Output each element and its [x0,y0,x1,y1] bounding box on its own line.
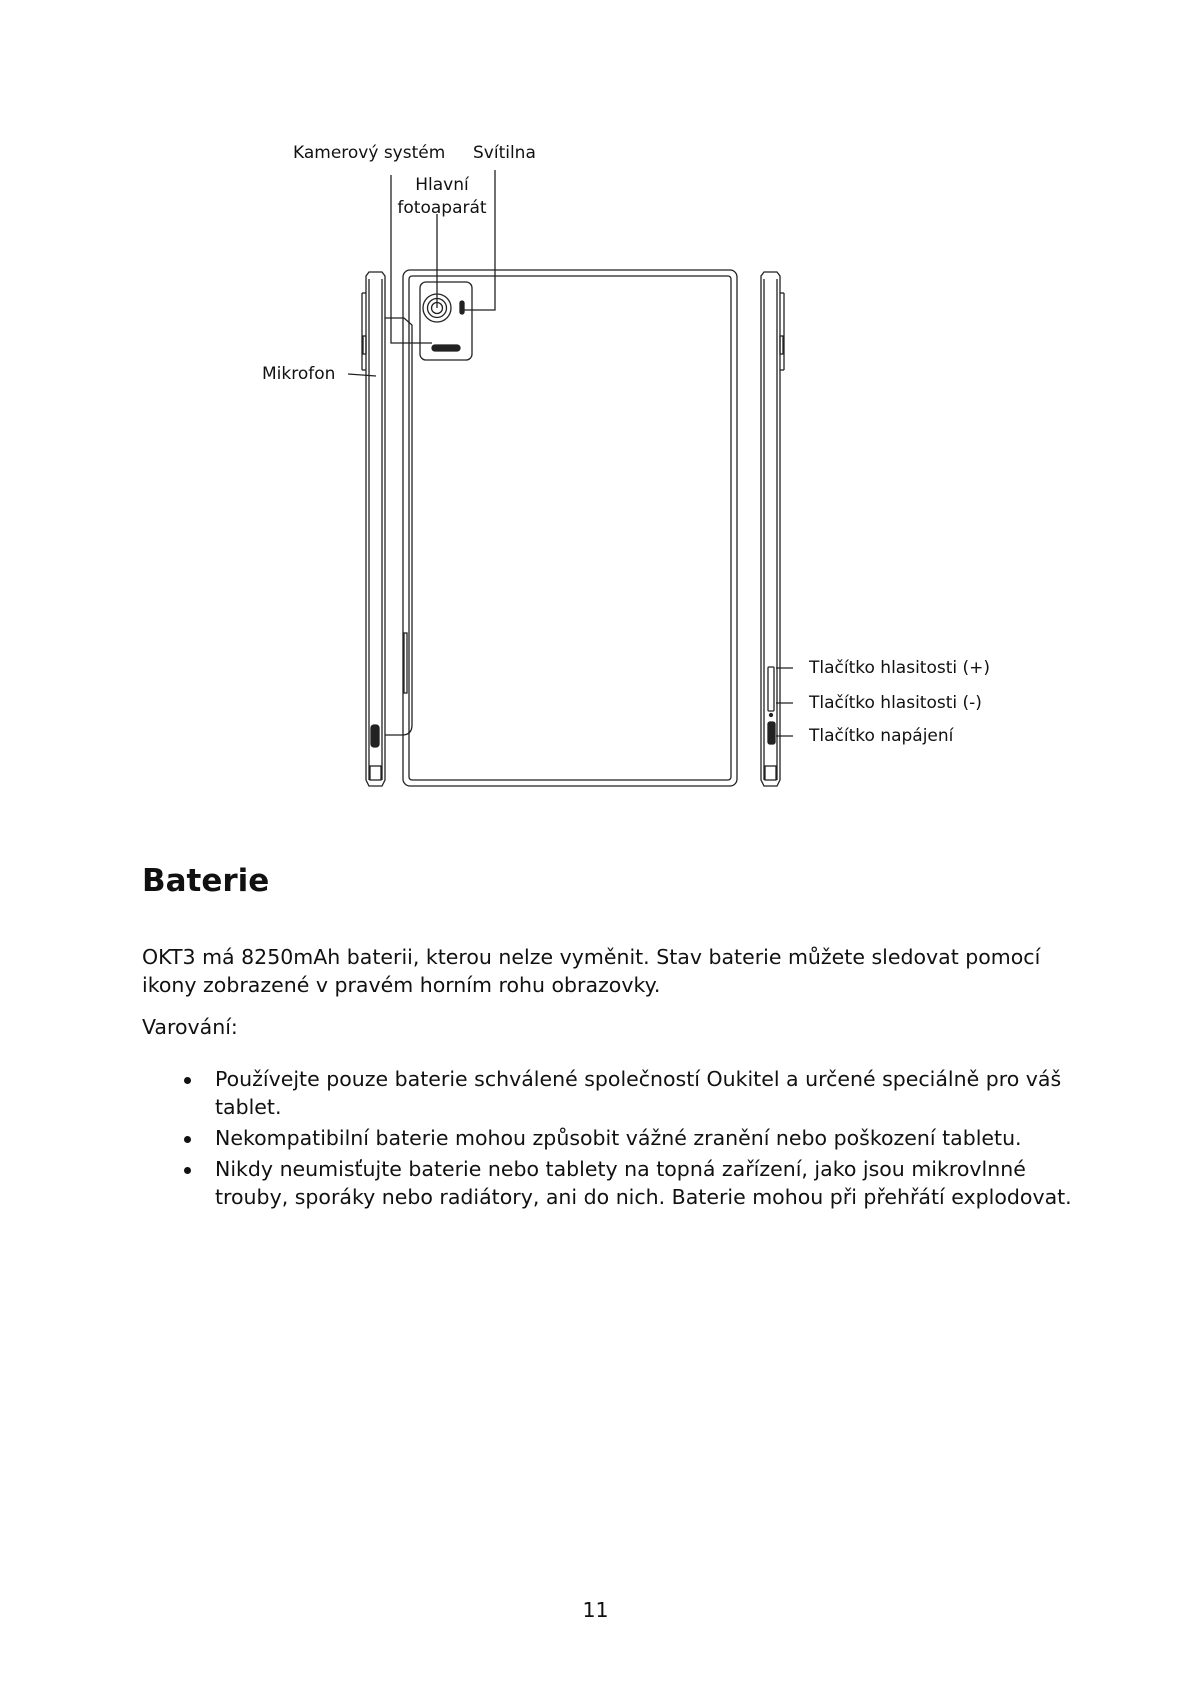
volume-down-label: Tlačítko hlasitosti (-) [809,693,982,713]
tablet-drawing [0,0,1191,820]
camera-system-label: Kamerový systém [293,143,446,163]
power-button-label: Tlačítko napájení [809,726,954,746]
warning-label: Varování: [142,1015,238,1039]
bullet-icon [184,1167,191,1174]
warning-text: Nikdy neumisťujte baterie nebo tablety na topná zařízení, jako jsou mikrovlnné trouby, sporáky nebo radiátory, ani do nich. Baterie mohou při přehřátí explodovat. [215,1157,1072,1209]
right-side-view [761,272,784,786]
list-item [142,1065,1082,1121]
page-number: 11 [582,1598,609,1622]
main-camera-label-line2: fotoaparát [397,198,487,218]
bullet-icon [184,1136,191,1143]
main-camera-label-line1: Hlavní [415,175,469,195]
bullet-icon [184,1077,191,1084]
battery-intro-paragraph: OKT3 má 8250mAh baterii, kterou nelze vyměnit. Stav baterie můžete sledovat pomocí ikony zobrazené v pravém horním rohu obrazovky. [142,945,1041,997]
list-item [142,1155,1082,1211]
warning-text: Používejte pouze baterie schválené společností Oukitel a určené speciálně pro váš tablet. [215,1067,1062,1119]
back-view [391,170,737,786]
tablet-diagram [0,0,1191,820]
section-heading: Baterie [142,863,270,899]
warning-list [142,1065,1082,1214]
list-item [142,1124,1082,1152]
volume-up-label: Tlačítko hlasitosti (+) [809,658,991,678]
microphone-label: Mikrofon [262,364,336,384]
flashlight-label: Svítilna [473,143,536,163]
warning-text: Nekompatibilní baterie mohou způsobit vážné zranění nebo poškození tabletu. [215,1126,1022,1150]
left-side-view [362,272,412,786]
